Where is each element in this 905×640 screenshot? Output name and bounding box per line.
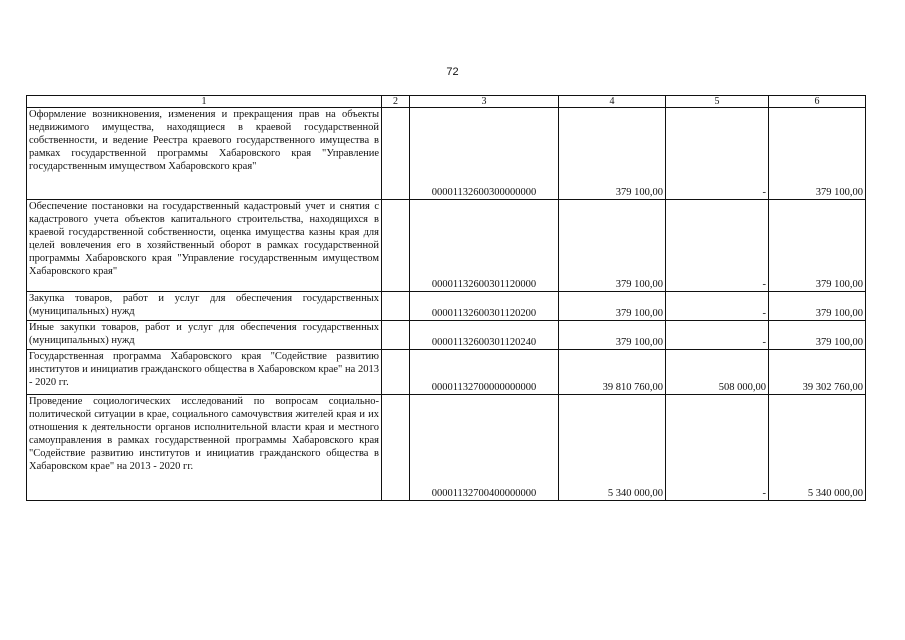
- row-col5: -: [666, 395, 769, 501]
- row-col2-cell: [382, 395, 410, 501]
- table-row: [27, 292, 866, 321]
- row-code: 00001132700400000000: [410, 395, 559, 501]
- row-name: Иные закупки товаров, работ и услуг для обеспечения государственных (муниципальных) нужд: [29, 322, 379, 346]
- row-name: Закупка товаров, работ и услуг для обеспечения государственных (муниципальных) нужд: [29, 293, 379, 317]
- row-name: Обеспечение постановки на государственный кадастровый учет и снятия с кадастрового учета объектов капитального строительства, находящихся в краевой государственной собственности, оценка имущества казны края для целей вовлечения его в хозяйственный оборот в рамках государственной программы Хабаровского края "Управление государственным имуществом Хабаровского края": [29, 201, 379, 277]
- row-col6: 39 302 760,00: [769, 350, 866, 395]
- row-col4: 379 100,00: [559, 292, 666, 321]
- row-col2-cell: [382, 321, 410, 350]
- page-number: 72: [446, 66, 459, 78]
- budget-table: [26, 95, 866, 501]
- row-col2-cell: [382, 108, 410, 200]
- row-col6: 5 340 000,00: [769, 395, 866, 501]
- column-header: 6: [769, 96, 866, 108]
- row-col5: -: [666, 292, 769, 321]
- row-col4: 379 100,00: [559, 108, 666, 200]
- row-code: 00001132700000000000: [410, 350, 559, 395]
- column-header: 5: [666, 96, 769, 108]
- row-name-cell: [27, 292, 382, 321]
- row-col6: 379 100,00: [769, 108, 866, 200]
- row-code: 00001132600300000000: [410, 108, 559, 200]
- table-row: [27, 108, 866, 200]
- row-col6: 379 100,00: [769, 200, 866, 292]
- row-name-cell: [27, 200, 382, 292]
- row-col4: 39 810 760,00: [559, 350, 666, 395]
- row-col4: 5 340 000,00: [559, 395, 666, 501]
- row-name: Оформление возникновения, изменения и прекращения прав на объекты недвижимого имущества, находящиеся в краевой государственной собственности, и ведение Реестра краевого государственного имущества в рамках государственной программы Хабаровского края "Управление государственным имуществом Хабаровского края": [29, 109, 379, 172]
- row-code: 00001132600301120000: [410, 200, 559, 292]
- table-row: [27, 321, 866, 350]
- column-header: 1: [27, 96, 382, 108]
- column-header: 4: [559, 96, 666, 108]
- row-name: Государственная программа Хабаровского края "Содействие развитию институтов и инициатив гражданского общества в Хабаровском крае" на 2013 - 2020 гг.: [29, 351, 379, 388]
- row-col2-cell: [382, 292, 410, 321]
- row-name-cell: [27, 108, 382, 200]
- row-col6: 379 100,00: [769, 292, 866, 321]
- row-col2-cell: [382, 350, 410, 395]
- row-col5: -: [666, 200, 769, 292]
- row-col6: 379 100,00: [769, 321, 866, 350]
- row-col5: 508 000,00: [666, 350, 769, 395]
- row-code: 00001132600301120200: [410, 292, 559, 321]
- row-col2-cell: [382, 200, 410, 292]
- table-row: [27, 395, 866, 501]
- row-col5: -: [666, 321, 769, 350]
- column-header: 2: [382, 96, 410, 108]
- table-header-row: [27, 96, 866, 108]
- column-header: 3: [410, 96, 559, 108]
- row-name: Проведение социологических исследований по вопросам социально-политической ситуации в крае, социального самочувствия жителей края и их отношения к деятельности органов исполнительной власти края и местного самоуправления в рамках государственной программы Хабаровского края "Содействие развитию институтов и инициатив гражданского общества в Хабаровском крае" на 2013 - 2020 гг.: [29, 396, 379, 472]
- table-row: [27, 200, 866, 292]
- row-col5: -: [666, 108, 769, 200]
- row-name-cell: [27, 395, 382, 501]
- row-col4: 379 100,00: [559, 200, 666, 292]
- row-code: 00001132600301120240: [410, 321, 559, 350]
- row-col4: 379 100,00: [559, 321, 666, 350]
- row-name-cell: [27, 321, 382, 350]
- table-row: [27, 350, 866, 395]
- row-name-cell: [27, 350, 382, 395]
